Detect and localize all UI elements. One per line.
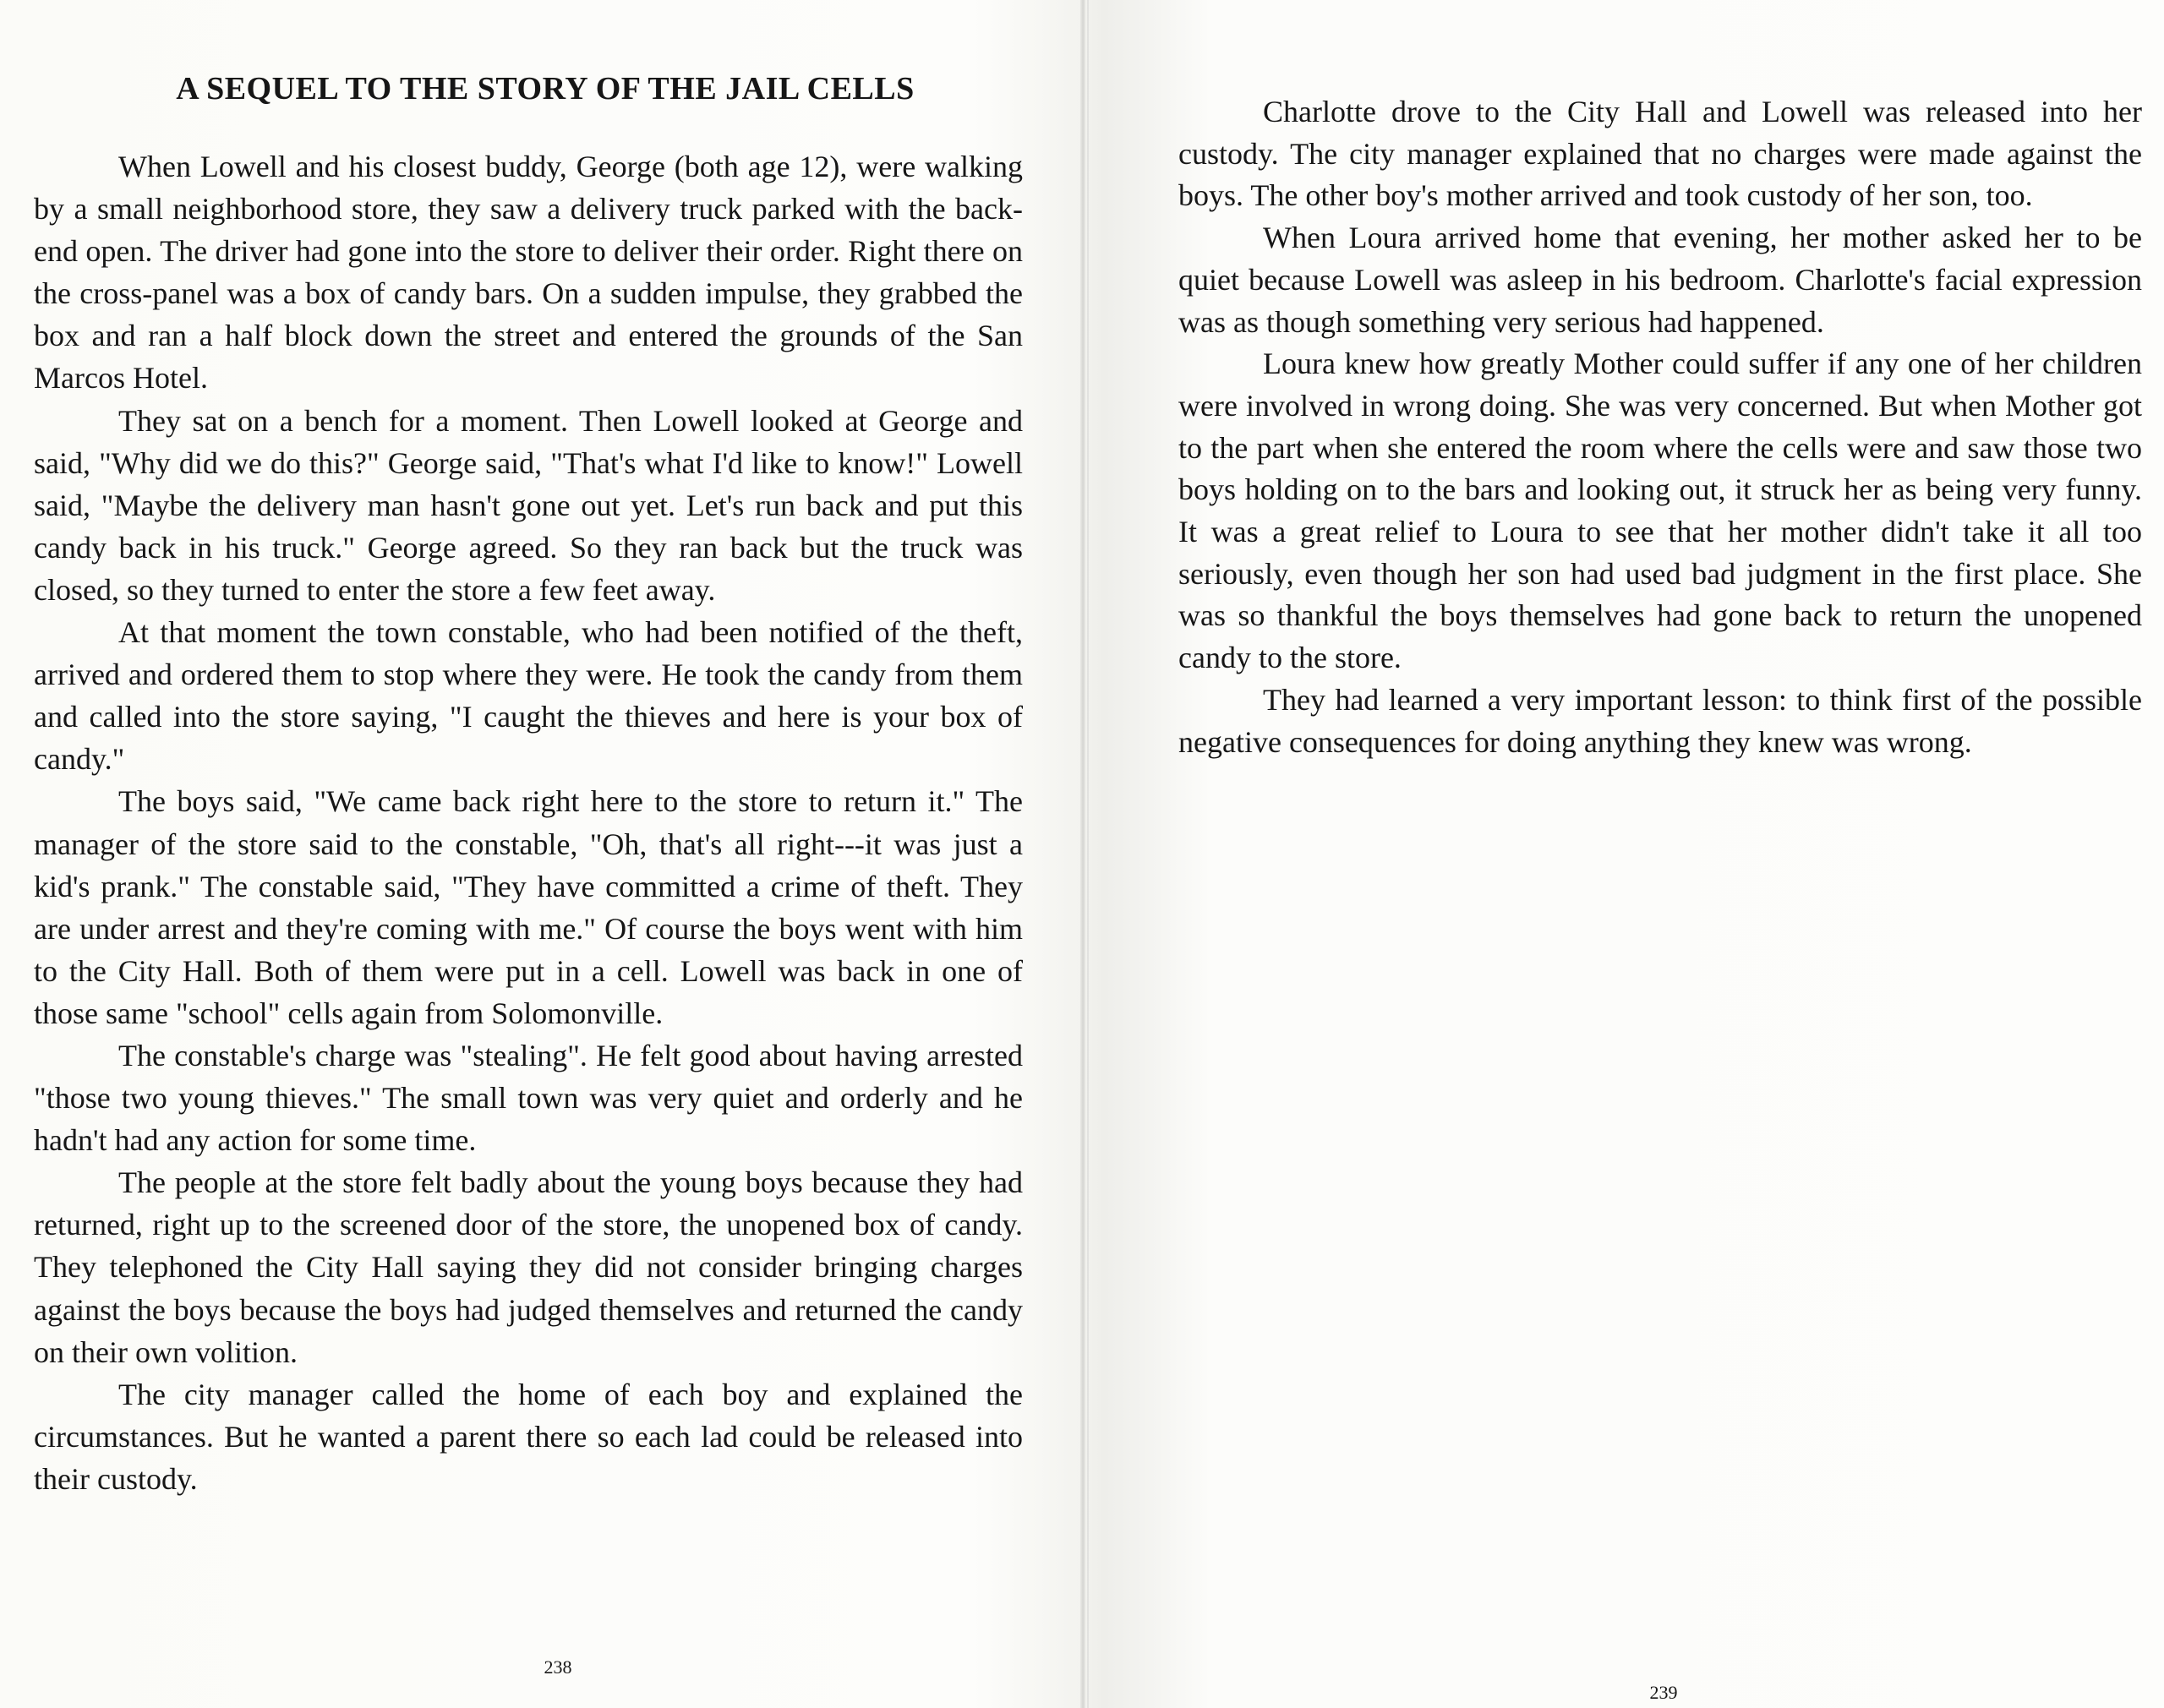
page-number-right: 239 xyxy=(1649,1682,1678,1703)
paragraph: The city manager called the home of each boy and explained the circumstances. But he wanted a parent there so each lad could be released into their custody. xyxy=(34,1377,1023,1496)
paragraph: The constable's charge was "stealing". He felt good about having arrested "those two young thieves." The small town was very quiet and orderly and he hadn't had any action for some time. xyxy=(34,1038,1023,1158)
left-page-body xyxy=(34,145,1023,1500)
paragraph: They had learned a very important lesson: to think first of the possible negative consequences for doing anything they knew was wrong. xyxy=(1178,682,2142,759)
right-page-body xyxy=(1178,91,2142,763)
paragraph: Loura knew how greatly Mother could suffer if any one of her children were involved in wrong doing. She was very concerned. But when Mother got to the part when she entered the room where the cells were and saw those two boys holding on to the bars and looking out, it struck her as being very funny. It was a great relief to Loura to see that her mother didn't take it all too seriously, even though her son had used bad judgment in the first place. She was so thankful the boys themselves had gone back to return the unopened candy to the store. xyxy=(1178,347,2142,675)
chapter-title: A SEQUEL TO THE STORY OF THE JAIL CELLS xyxy=(176,71,915,106)
paragraph: At that moment the town constable, who had been notified of the theft, arrived and ordered them to stop where they were. He took the candy from them and called into the store saying, "I caught the thieves and here is your box of candy." xyxy=(34,615,1023,777)
book-gutter xyxy=(1080,0,1085,1708)
paragraph: The people at the store felt badly about the young boys because they had returned, right up to the screened door of the store, the unopened box of candy. They telephoned the City Hall saying they did not consider bringing charges against the boys because the boys had judged themselves and returned the candy on their own volition. xyxy=(34,1165,1023,1369)
page-fold xyxy=(1087,0,1089,1708)
right-page xyxy=(1178,0,2142,1708)
page-number-left: 238 xyxy=(544,1656,572,1678)
left-page xyxy=(34,0,1023,1708)
paragraph: Charlotte drove to the City Hall and Lowell was released into her custody. The city manager explained that no charges were made against the boys. The other boy's mother arrived and took custody of her son, too. xyxy=(1178,95,2142,213)
paragraph: They sat on a bench for a moment. Then Lowell looked at George and said, "Why did we do this?" George said, "That's what I'd like to know!" Lowell said, "Maybe the delivery man hasn't gone out yet. Let's run back and put this candy back in his truck." George agreed. So they ran back but the truck was closed, so they turned to enter the store a few feet away. xyxy=(34,403,1023,607)
paragraph: When Loura arrived home that evening, her mother asked her to be quiet because Lowell was asleep in his bedroom. Charlotte's facial expression was as though something very serious had happened. xyxy=(1178,221,2142,339)
paragraph: The boys said, "We came back right here to the store to return it." The manager of the store said to the constable, "Oh, that's all right---it was just a kid's prank." The constable said, "They have committed a crime of theft. They are under arrest and they're coming with me." Of course the boys went with him to the City Hall. Both of them were put in a cell. Lowell was back in one of those same "school" cells again from Solomonville. xyxy=(34,784,1023,1030)
paragraph: When Lowell and his closest buddy, George (both age 12), were walking by a small neighborhood store, they saw a delivery truck parked with the back-end open. The driver had gone into the store to deliver their order. Right there on the cross-panel was a box of candy bars. On a sudden impulse, they grabbed the box and ran a half block down the street and entered the grounds of the San Marcos Hotel. xyxy=(34,150,1023,396)
